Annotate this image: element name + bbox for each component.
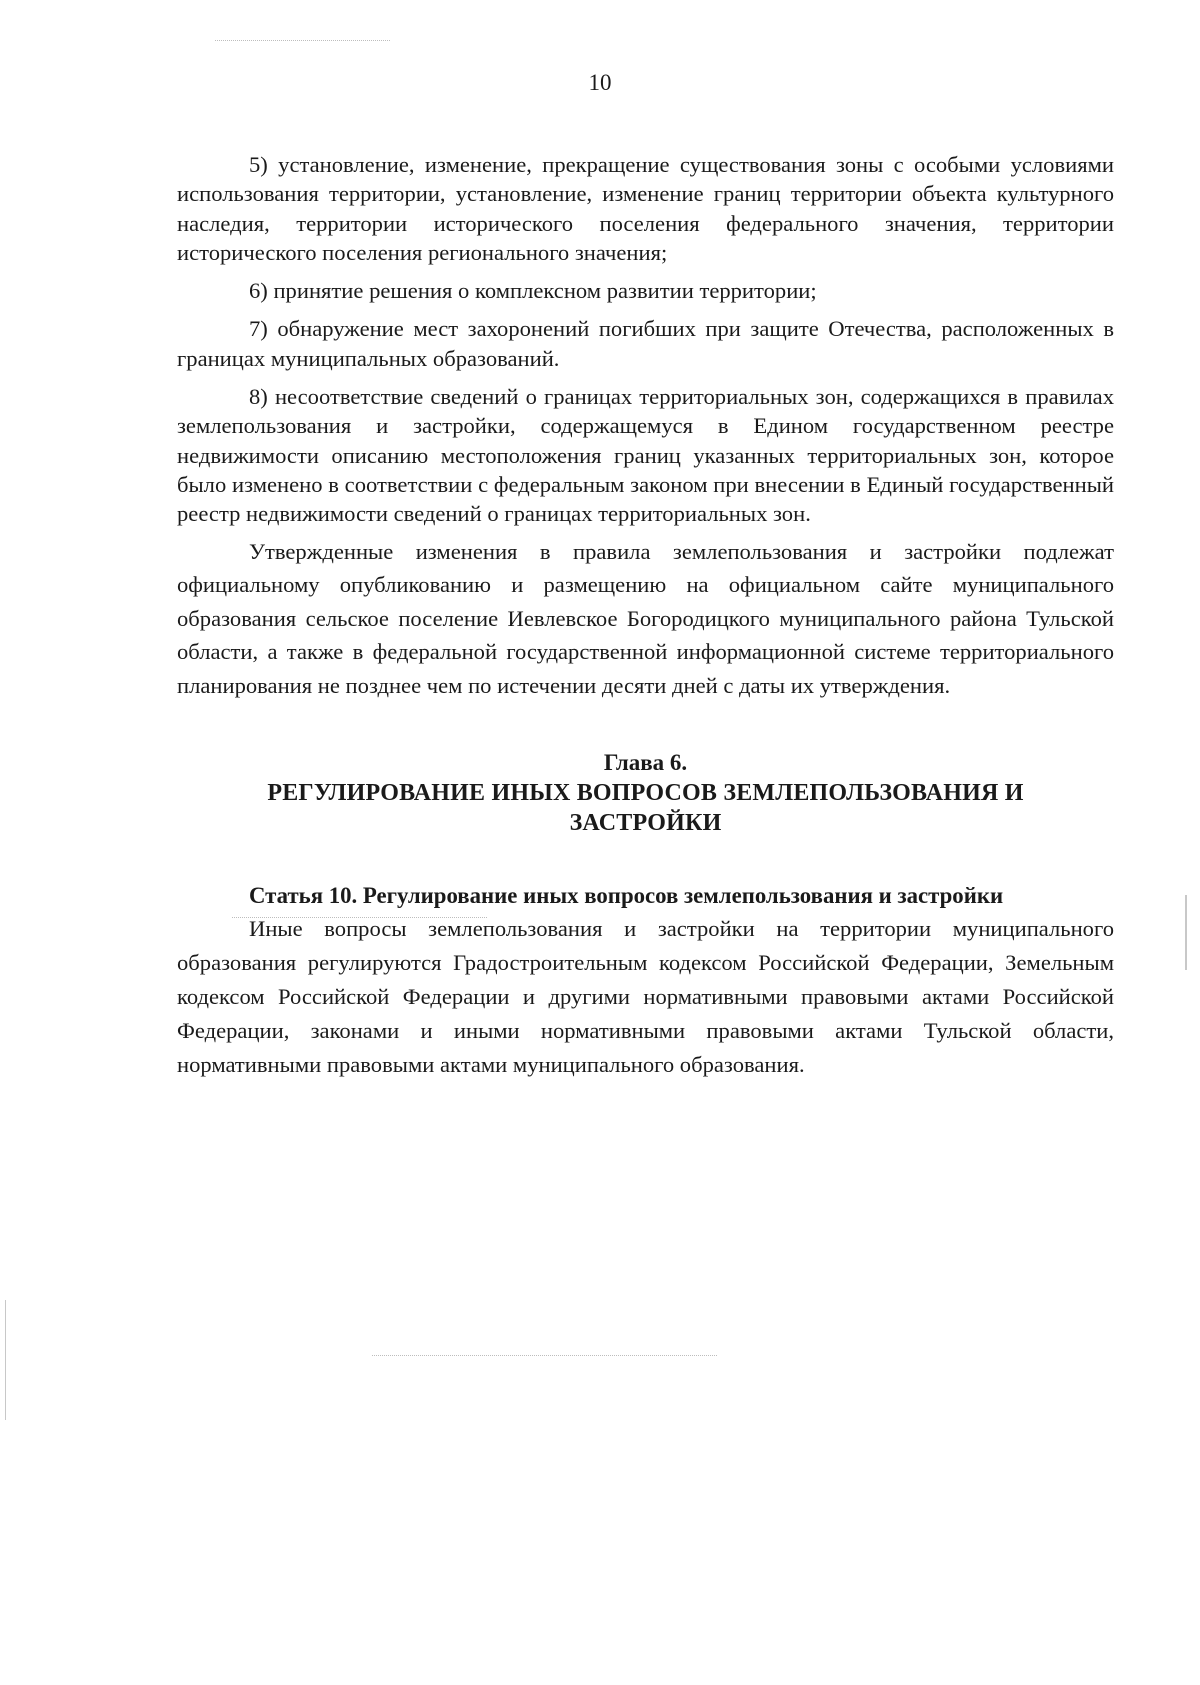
document-body bbox=[177, 150, 1114, 1082]
chapter-label: Глава 6. bbox=[603, 750, 688, 776]
item-6-paragraph: 6) принятие решения о комплексном развитии территории; bbox=[249, 278, 817, 304]
chapter-title-line-1: РЕГУЛИРОВАНИЕ ИНЫХ ВОПРОСОВ ЗЕМЛЕПОЛЬЗОВАНИЯ И bbox=[267, 780, 1024, 807]
scan-artifact-right-edge bbox=[1185, 895, 1187, 970]
scan-artifact-bottom bbox=[372, 1355, 717, 1357]
scan-artifact-top bbox=[215, 40, 390, 42]
item-8-paragraph: 8) несоответствие сведений о границах территориальных зон, содержащихся в правилах землепользования и застройки, содержащемуся в Едином государственном реестре недвижимости описанию местоположения границ указанных территориальных зон, которое было изменено в соответствии с федеральным законом при внесении в Единый государственный реестр недвижимости сведений о границах территориальных зон. bbox=[177, 384, 1114, 527]
chapter-heading bbox=[177, 748, 1114, 838]
page-number: 10 bbox=[588, 70, 612, 95]
article-heading: Статья 10. Регулирование иных вопросов землепользования и застройки bbox=[249, 883, 1004, 909]
publication-paragraph: Утвержденные изменения в правила землепользования и застройки подлежат официальному опубликованию и размещению на официальном сайте муниципального образования сельское поселение Иевлевское Богородицкого муниципального района Тульской области, а также в федеральной государственной информационной системе территориального планирования не позднее чем по истечении десяти дней с даты их утверждения. bbox=[177, 538, 1114, 698]
scan-artifact-left-edge bbox=[5, 1300, 6, 1420]
item-5-paragraph: 5) установление, изменение, прекращение существования зоны с особыми условиями использования территории, установление, изменение границ территории объекта культурного наследия, территории исторического поселения федерального значения, территории исторического поселения регионального значения; bbox=[177, 152, 1114, 265]
chapter-title-line-2: ЗАСТРОЙКИ bbox=[569, 810, 722, 837]
item-7-paragraph: 7) обнаружение мест захоронений погибших при защите Отечества, расположенных в границах муниципальных образований. bbox=[177, 316, 1114, 371]
article-text: Иные вопросы землепользования и застройки на территории муниципального образования регулируются Градостроительным кодексом Российской Федерации, Земельным кодексом Российской Федерации и другими нормативными правовыми актами Российской Федерации, законами и иными нормативными правовыми актами Тульской области, нормативными правовыми актами муниципального образования. bbox=[177, 916, 1114, 1078]
